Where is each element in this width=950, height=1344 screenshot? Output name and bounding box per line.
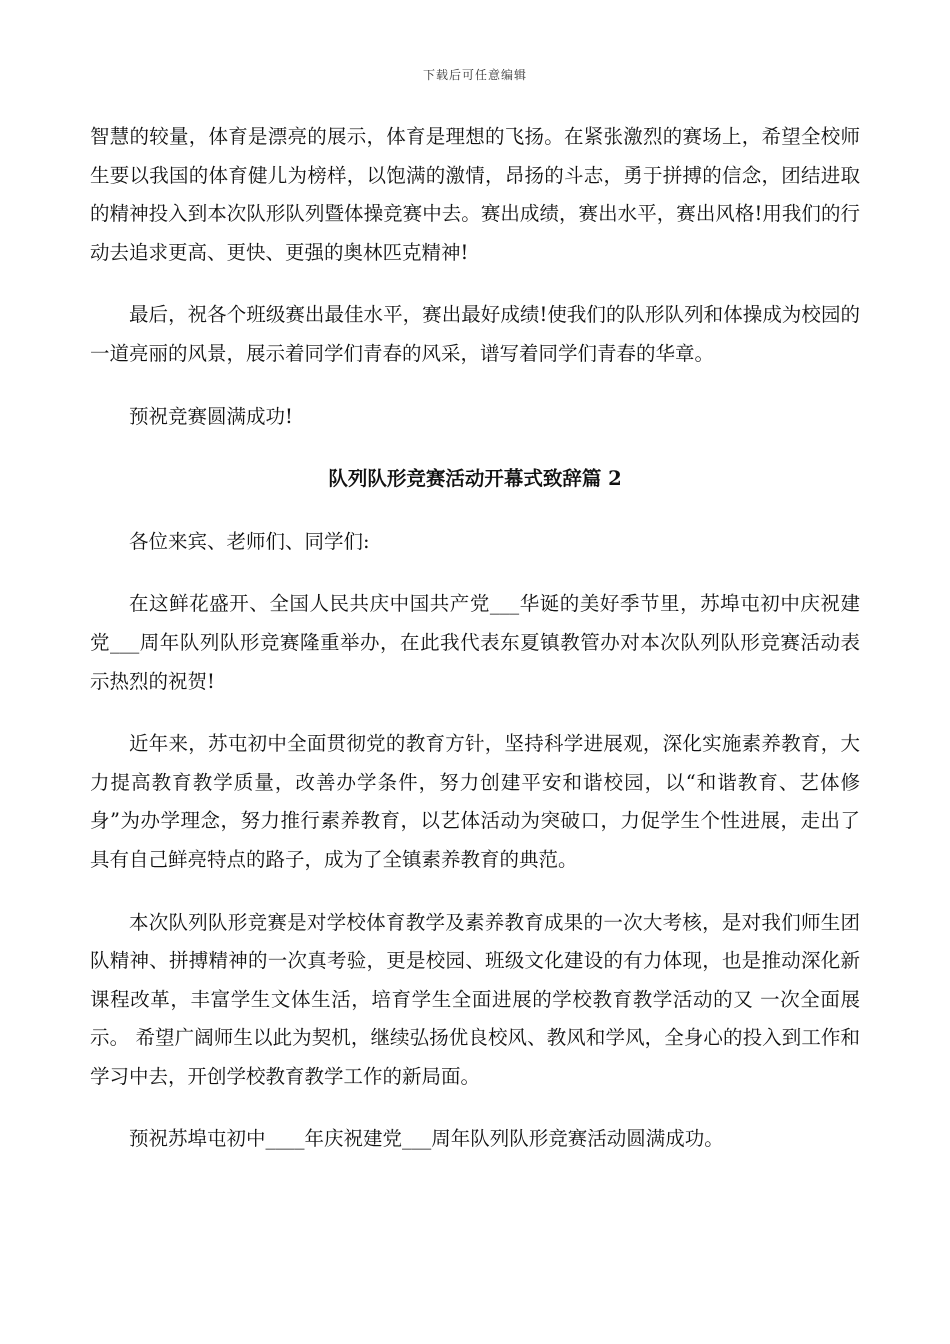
paragraph-greeting: 各位来宾、老师们、同学们: — [129, 529, 370, 553]
section-title: 队列队形竞赛活动开幕式致辞篇 2 — [328, 467, 622, 491]
paragraph-celebration: 在这鲜花盛开、全国人民共庆中国共产党___华诞的美好季节里，苏埠屯初中庆祝建党___周年队列队形竞赛隆重举办，在此我代表东夏镇教管办对本次队列队形竞赛活动表示热烈的祝贺! — [90, 592, 860, 693]
paragraph-school-achievements: 近年来，苏屯初中全面贯彻党的教育方针，坚持科学进展观，深化实施素养教育，大力提高教育教学质量，改善办学条件，努力创建平安和谐校园，以“和谐教育、艺体修身”为办学理念，努力推行素养教育，以艺体活动为突破口，力促学生个性进展，走出了具有自己鲜亮特点的路子，成为了全镇素养教育的典范。 — [90, 732, 860, 871]
paragraph-continued: 智慧的较量，体育是漂亮的展示，体育是理想的飞扬。在紧张激烈的赛场上，希望全校师生要以我国的体育健儿为榜样，以饱满的激情，昂扬的斗志，勇于拼搏的信念，团结进取的精神投入到本次队形队列暨体操竞赛中去。赛出成绩，赛出水平，赛出风格!用我们的行动去追求更高、更快、更强的奥林匹克精神! — [90, 125, 860, 264]
paragraph-final-wish: 预祝苏埠屯初中____年庆祝建党___周年队列队形竞赛活动圆满成功。 — [129, 1127, 724, 1151]
page-header: 下载后可任意编辑 — [422, 68, 527, 82]
paragraph-success-wish: 预祝竞赛圆满成功! — [129, 404, 293, 428]
paragraph-closing-wishes: 最后，祝各个班级赛出最佳水平，赛出最好成绩!使我们的队形队列和体操成为校园的一道亮丽的风景，展示着同学们青春的风采，谱写着同学们青春的华章。 — [90, 303, 860, 365]
paragraph-competition-significance: 本次队列队形竞赛是对学校体育教学及素养教育成果的一次大考核，是对我们师生团队精神、拼搏精神的一次真考验，更是校园、班级文化建设的有力体现，也是推动深化新课程改革，丰富学生文体生活，培育学生全面进展的学校教育教学活动的又 一次全面展示。 希望广阔师生以此为契机，继续弘扬优良校风、教风和学风，全身心的投入到工作和学习中去，开创学校教育教学工作的新局面。 — [90, 910, 860, 1088]
document-body — [90, 118, 860, 1183]
